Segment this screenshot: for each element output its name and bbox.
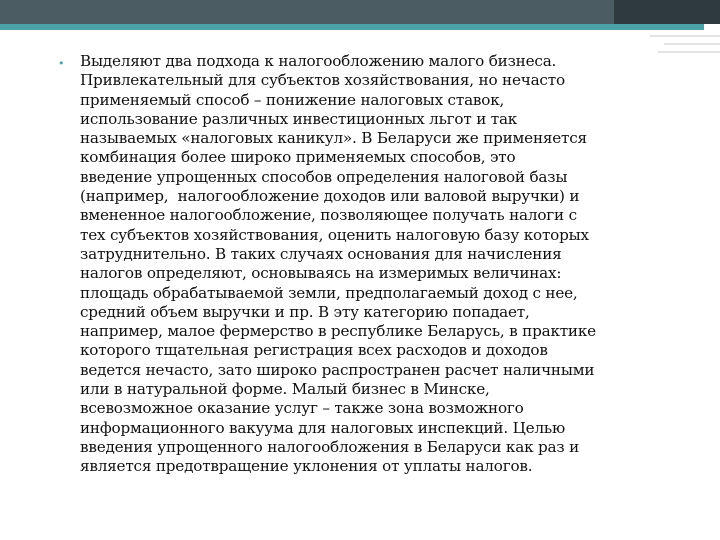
body-line: площадь обрабатываемой земли, предполагаемый доход с нее, bbox=[80, 283, 578, 302]
bullet-icon: • bbox=[58, 57, 65, 70]
body-line: затруднительно. В таких случаях основания для начисления bbox=[80, 244, 562, 263]
body-line: ведется нечасто, зато широко распространен расчет наличными bbox=[80, 360, 595, 379]
header-band bbox=[0, 0, 720, 24]
decorative-rule bbox=[650, 35, 720, 37]
bullet-item bbox=[56, 52, 690, 477]
body-line: тех субъектов хозяйствования, оценить налоговую базу которых bbox=[80, 225, 589, 244]
body-line: Привлекательный для субъектов хозяйствования, но нечасто bbox=[80, 71, 565, 90]
body-line: применяемый способ – понижение налоговых ставок, bbox=[80, 90, 505, 109]
accent-line bbox=[0, 24, 704, 30]
body-line: всевозможное оказание услуг – также зона возможного bbox=[80, 399, 524, 418]
header-band-corner bbox=[614, 0, 720, 24]
body-line: (например, налогообложение доходов или валовой выручки) и bbox=[80, 187, 580, 206]
body-line: которого тщательная регистрация всех расходов и доходов bbox=[80, 341, 548, 360]
body-line: Выделяют два подхода к налогообложению малого бизнеса. bbox=[80, 52, 557, 70]
body-line: или в натуральной форме. Малый бизнес в Минске, bbox=[80, 380, 490, 399]
body-line: информационного вакуума для налоговых инспекций. Целью bbox=[80, 418, 565, 437]
body-line: называемых «налоговых каникул». В Беларуси же применяется bbox=[80, 129, 587, 148]
slide-body bbox=[56, 52, 690, 477]
body-line: средний объем выручки и пр. В эту категорию попадает, bbox=[80, 302, 530, 321]
body-line: введения упрощенного налогообложения в Беларуси как раз и bbox=[80, 437, 580, 456]
body-line: введение упрощенных способов определения налоговой базы bbox=[80, 167, 568, 186]
body-line: налогов определяют, основываясь на измеримых величинах: bbox=[80, 264, 562, 283]
decorative-rule bbox=[664, 43, 720, 45]
body-line: комбинация более широко применяемых способов, это bbox=[80, 148, 516, 167]
body-line: вмененное налогообложение, позволяющее получать налоги с bbox=[80, 206, 577, 225]
body-line: использование различных инвестиционных льгот и так bbox=[80, 109, 518, 128]
body-line: например, малое фермерство в республике Беларусь, в практике bbox=[80, 322, 596, 341]
body-line: является предотвращение уклонения от уплаты налогов. bbox=[80, 457, 533, 476]
body-paragraph bbox=[80, 52, 690, 477]
